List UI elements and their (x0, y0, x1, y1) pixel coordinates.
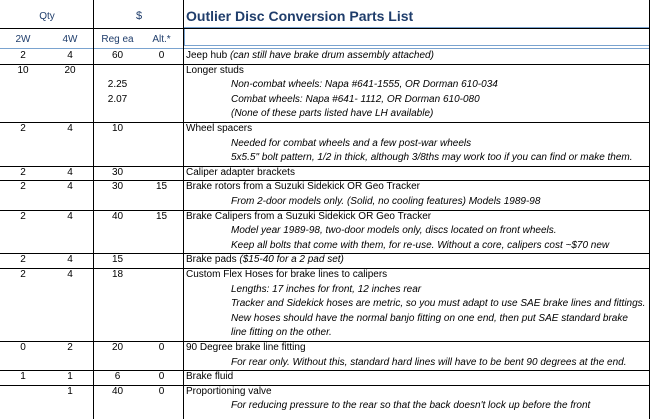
reg-price-cell[interactable]: 40 (111, 210, 124, 222)
reg-price-cell[interactable]: 15 (111, 254, 124, 266)
qty-2w-cell[interactable]: 2 (20, 123, 26, 134)
qty-2w-cell[interactable]: 2 (20, 254, 26, 266)
detail-note[interactable]: Lengths: 17 inches for front, 12 inches rear (231, 283, 422, 295)
header-divider (0, 28, 650, 29)
part-description[interactable]: Custom Flex Hoses for brake lines to calipers (186, 269, 388, 280)
detail-note[interactable]: New hoses should have the normal banjo fitting on one end, then put SAE standard brake (231, 312, 628, 324)
qty-4w-cell[interactable]: 1 (67, 371, 73, 383)
detail-note[interactable]: Tracker and Sidekick hoses are metric, so you must adapt to use SAE brake lines and fittings. (231, 298, 646, 310)
header-bottom-line (0, 48, 650, 49)
detail-note[interactable]: From 2-door models only. (Solid, no cooling features) Models 1989-98 (231, 196, 541, 207)
qty-4w-cell[interactable]: 1 (67, 385, 73, 397)
col-header-reg: Reg ea (101, 34, 134, 45)
part-description[interactable]: Caliper adapter brackets (186, 166, 295, 178)
qty-2w-cell[interactable]: 10 (17, 64, 29, 76)
detail-note[interactable]: Model year 1989-98, two-door models only, discs located on front wheels. (231, 225, 557, 237)
part-description[interactable]: Proportioning valve (186, 385, 272, 397)
part-description[interactable]: Brake fluid (186, 371, 234, 383)
row-divider (0, 64, 650, 65)
detail-note[interactable]: line fitting on the other. (231, 327, 332, 339)
qty-4w-cell[interactable]: 4 (67, 181, 73, 193)
col-header-alt: Alt.* (152, 34, 171, 45)
part-description[interactable]: Jeep hub (can still have brake drum assembly attached) (186, 50, 434, 61)
part-description[interactable]: Brake Calipers from a Suzuki Sidekick OR Geo Tracker (186, 210, 432, 222)
row-divider (0, 370, 650, 371)
reg-price-cell[interactable]: 30 (111, 181, 124, 193)
row-divider (0, 341, 650, 342)
alt-price-cell[interactable]: 15 (155, 210, 168, 222)
row-divider (0, 166, 650, 167)
row-divider (0, 122, 650, 123)
qty-header: Qty (39, 11, 55, 22)
qty-4w-cell[interactable]: 4 (67, 50, 73, 61)
qty-4w-cell[interactable]: 20 (64, 64, 76, 76)
reg-price-cell[interactable]: 40 (111, 385, 124, 397)
qty-2w-cell[interactable]: 0 (20, 342, 26, 353)
part-description[interactable]: Longer studs (186, 64, 244, 76)
detail-note[interactable]: Keep all bolts that come with them, for re-use. Without a core, calipers cost ~$70 new (231, 239, 610, 251)
reg-price-cell[interactable]: 20 (111, 342, 124, 353)
qty-2w-cell[interactable]: 1 (20, 371, 26, 383)
alt-price-cell[interactable]: 0 (158, 50, 165, 61)
price-header: $ (135, 10, 143, 22)
part-description[interactable]: Wheel spacers (186, 123, 253, 134)
qty-4w-cell[interactable]: 4 (67, 254, 73, 266)
qty-2w-cell[interactable]: 2 (20, 166, 26, 178)
part-description[interactable]: 90 Degree brake line fitting (186, 342, 306, 353)
reg-price-cell[interactable]: 60 (111, 50, 124, 61)
qty-2w-cell[interactable]: 2 (20, 210, 26, 222)
detail-note[interactable]: Non-combat wheels: Napa #641-1555, OR Dorman 610-034 (231, 79, 498, 91)
active-cell[interactable] (184, 27, 650, 46)
qty-4w-cell[interactable]: 4 (67, 269, 73, 280)
detail-note[interactable]: (None of these parts listed have LH available) (231, 108, 434, 120)
qty-2w-cell[interactable]: 2 (20, 269, 26, 280)
qty-2w-cell[interactable]: 2 (20, 50, 26, 61)
detail-note[interactable]: 5x5.5" bolt pattern, 1/2 in thick, although 3/8ths may work too if you can find or make them. (231, 152, 633, 164)
col-header-4w: 4W (62, 34, 78, 45)
detail-note[interactable]: Needed for combat wheels and a few post-war wheels (231, 137, 472, 149)
reg-price-cell[interactable]: 10 (111, 123, 124, 134)
alt-price-cell[interactable]: 0 (158, 371, 165, 383)
alt-price-cell[interactable]: 0 (158, 385, 165, 397)
reg-price-cell[interactable]: 2.07 (107, 93, 128, 105)
part-note: ($15-40 for a 2 pad set) (239, 254, 344, 266)
detail-note[interactable]: For reducing pressure to the rear so that the back doesn't lock up before the front (231, 400, 591, 412)
row-divider (0, 385, 650, 386)
qty-4w-cell[interactable]: 4 (67, 166, 73, 178)
detail-note[interactable]: For rear only. Without this, standard hard lines will have to be bent 90 degrees at the end. (231, 356, 627, 368)
col-header-2w: 2W (15, 34, 31, 45)
qty-4w-cell[interactable]: 4 (67, 123, 73, 134)
qty-2w-cell[interactable]: 2 (20, 181, 26, 193)
part-description[interactable]: Brake rotors from a Suzuki Sidekick OR Geo Tracker (186, 181, 420, 193)
page-title: Outlier Disc Conversion Parts List (186, 8, 414, 24)
reg-price-cell[interactable]: 30 (111, 166, 124, 178)
alt-price-cell[interactable]: 15 (155, 181, 168, 193)
reg-price-cell[interactable]: 6 (114, 371, 121, 383)
qty-4w-cell[interactable]: 2 (67, 342, 73, 353)
reg-price-cell[interactable]: 2.25 (107, 79, 128, 91)
part-description[interactable]: Brake pads ($15-40 for a 2 pad set) (186, 254, 344, 266)
reg-price-cell[interactable]: 18 (111, 269, 124, 280)
part-note: (can still have brake drum assembly attached) (229, 50, 434, 61)
qty-4w-cell[interactable]: 4 (67, 210, 73, 222)
alt-price-cell[interactable]: 0 (158, 342, 165, 353)
detail-note[interactable]: Combat wheels: Napa #641- 1112, OR Dorman 610-080 (231, 93, 480, 105)
